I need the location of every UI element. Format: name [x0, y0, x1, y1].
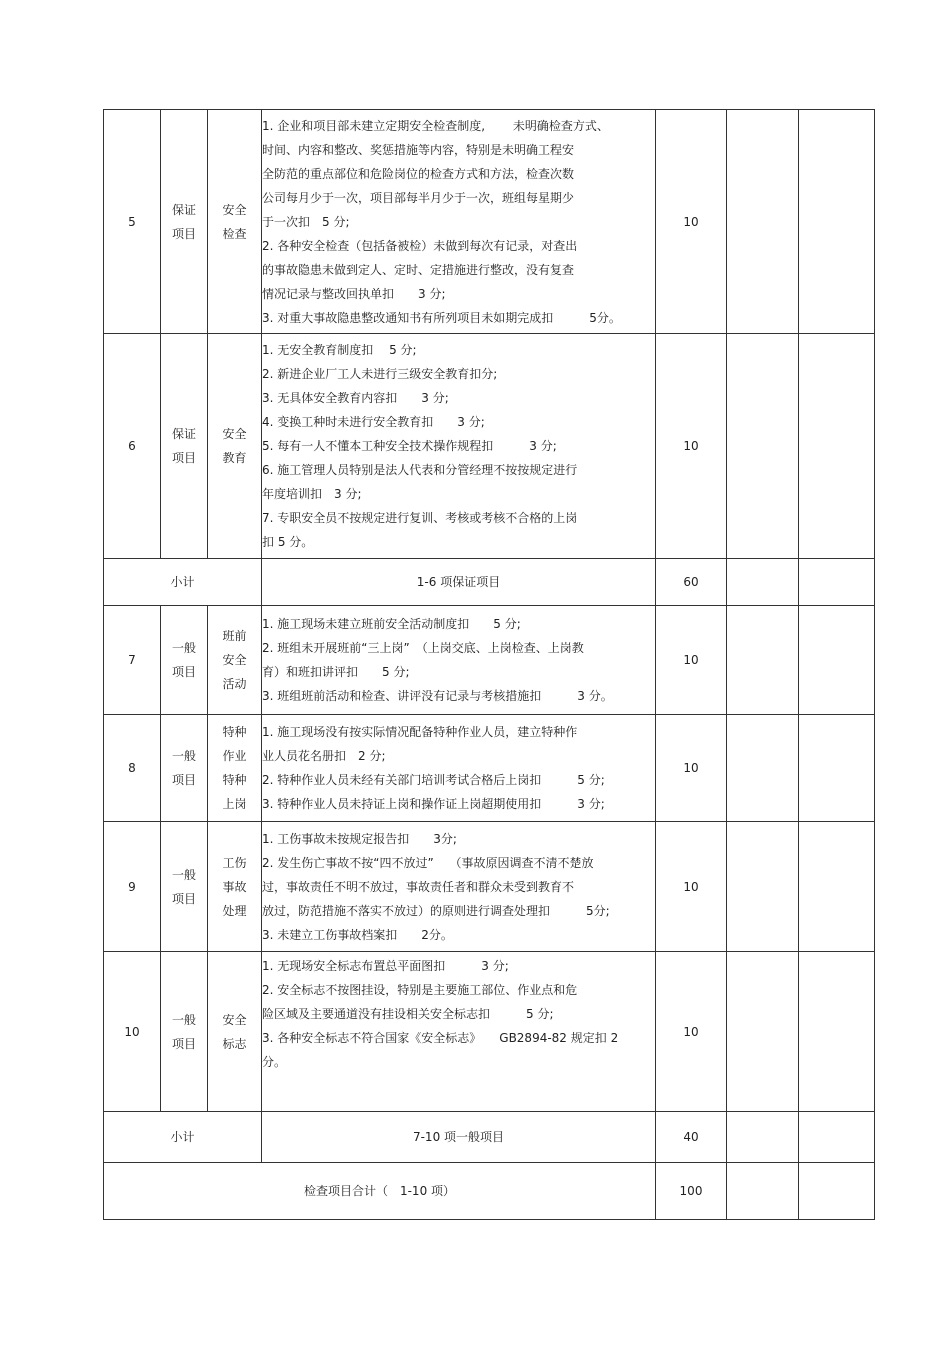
deduction-standard: 1. 工伤事故未按规定报告扣 3分; 2. 发生伤亡事故不按“四不放过” （事故原因调查不清不楚放 过，事故责任不明不放过，事故责任者和群众未受到教育不 放过，防范措施不落实不放过）的原则进行调查处理扣 5分; 3. 未建立工伤事故档案扣 2分。 — [262, 822, 656, 952]
table-row — [104, 822, 875, 952]
item-cell: 工伤 事故 处理 — [208, 822, 262, 952]
score-cell: 10 — [656, 110, 727, 334]
row-number: 5 — [104, 110, 161, 334]
empty-cell — [799, 559, 875, 606]
category-cell: 保证 项目 — [161, 110, 208, 334]
score-cell: 10 — [656, 334, 727, 559]
empty-cell — [727, 559, 799, 606]
empty-cell — [727, 606, 799, 715]
deduction-standard: 1. 施工现场未建立班前安全活动制度扣 5 分; 2. 班组未开展班前“三上岗” （上岗交底、上岗检查、上岗教 育）和班扣讲评扣 5 分; 3. 班组班前活动和检查、讲评没有记录与考核措施扣 3 分。 — [262, 606, 656, 715]
empty-cell — [799, 1112, 875, 1163]
subtotal-row — [104, 559, 875, 606]
row-number: 6 — [104, 334, 161, 559]
deduction-standard: 1. 无现场安全标志布置总平面图扣 3 分; 2. 安全标志不按图挂设，特别是主要施工部位、作业点和危 险区域及主要通道没有挂设相关安全标志扣 5 分; 3. 各种安全标志不符合国家《安全标志》 GB2894-82 规定扣 2 分。 — [262, 952, 656, 1112]
deduction-standard: 1. 无安全教育制度扣 5 分; 2. 新进企业厂工人未进行三级安全教育扣分; 3. 无具体安全教育内容扣 3 分; 4. 变换工种时未进行安全教育扣 3 分; 5. 每有一人不懂本工种安全技术操作规程扣 3 分; 6. 施工管理人员特别是法人代表和分管经理不按按规定进行 年度培训扣 3 分; 7. 专职安全员不按规定进行复训、考核或考核不合格的上岗 扣 5 分。 — [262, 334, 656, 559]
score-cell: 10 — [656, 715, 727, 822]
category-cell: 一般 项目 — [161, 715, 208, 822]
empty-cell — [799, 606, 875, 715]
empty-cell — [799, 110, 875, 334]
category-cell: 一般 项目 — [161, 822, 208, 952]
table-row — [104, 952, 875, 1112]
empty-cell — [727, 1112, 799, 1163]
empty-cell — [727, 110, 799, 334]
subtotal-desc: 7-10 项一般项目 — [262, 1112, 656, 1163]
subtotal-desc: 1-6 项保证项目 — [262, 559, 656, 606]
item-cell: 安全 检查 — [208, 110, 262, 334]
subtotal-score: 40 — [656, 1112, 727, 1163]
item-cell: 安全 标志 — [208, 952, 262, 1112]
subtotal-label: 小计 — [104, 1112, 262, 1163]
empty-cell — [727, 822, 799, 952]
row-number: 9 — [104, 822, 161, 952]
subtotal-row — [104, 1112, 875, 1163]
table-row — [104, 606, 875, 715]
deduction-standard: 1. 企业和项目部未建立定期安全检查制度, 未明确检查方式、 时间、内容和整改、奖惩措施等内容，特别是未明确工程安 全防范的重点部位和危险岗位的检查方式和方法，检查次数 公司每月少于一次，项目部每半月少于一次，班组每星期少 于一次扣 5 分; 2. 各种安全检查（包括备被检）未做到每次有记录，对查出 的事故隐患未做到定人、定时、定措施进行整改，没有复查 情况记录与整改回执单扣 3 分; 3. 对重大事故隐患整改通知书有所列项目未如期完成扣 5分。 — [262, 110, 656, 334]
score-cell: 10 — [656, 952, 727, 1112]
item-cell: 安全 教育 — [208, 334, 262, 559]
empty-cell — [727, 715, 799, 822]
row-number: 10 — [104, 952, 161, 1112]
total-score: 100 — [656, 1163, 727, 1220]
item-cell: 特种 作业 特种 上岗 — [208, 715, 262, 822]
deduction-standard: 1. 施工现场没有按实际情况配备特种作业人员，建立特种作 业人员花名册扣 2 分; 2. 特种作业人员未经有关部门培训考试合格后上岗扣 5 分; 3. 特种作业人员未持证上岗和操作证上岗超期使用扣 3 分; — [262, 715, 656, 822]
empty-cell — [727, 334, 799, 559]
total-label: 检查项目合计（ 1-10 项） — [104, 1163, 656, 1220]
score-cell: 10 — [656, 606, 727, 715]
category-cell: 保证 项目 — [161, 334, 208, 559]
empty-cell — [799, 715, 875, 822]
row-number: 8 — [104, 715, 161, 822]
category-cell: 一般 项目 — [161, 952, 208, 1112]
empty-cell — [799, 952, 875, 1112]
table-row — [104, 334, 875, 559]
empty-cell — [727, 1163, 799, 1220]
inspection-table — [103, 109, 875, 1220]
table-row — [104, 715, 875, 822]
score-cell: 10 — [656, 822, 727, 952]
empty-cell — [799, 822, 875, 952]
empty-cell — [799, 1163, 875, 1220]
category-cell: 一般 项目 — [161, 606, 208, 715]
subtotal-label: 小计 — [104, 559, 262, 606]
total-row — [104, 1163, 875, 1220]
row-number: 7 — [104, 606, 161, 715]
item-cell: 班前 安全 活动 — [208, 606, 262, 715]
subtotal-score: 60 — [656, 559, 727, 606]
empty-cell — [727, 952, 799, 1112]
empty-cell — [799, 334, 875, 559]
table-row — [104, 110, 875, 334]
